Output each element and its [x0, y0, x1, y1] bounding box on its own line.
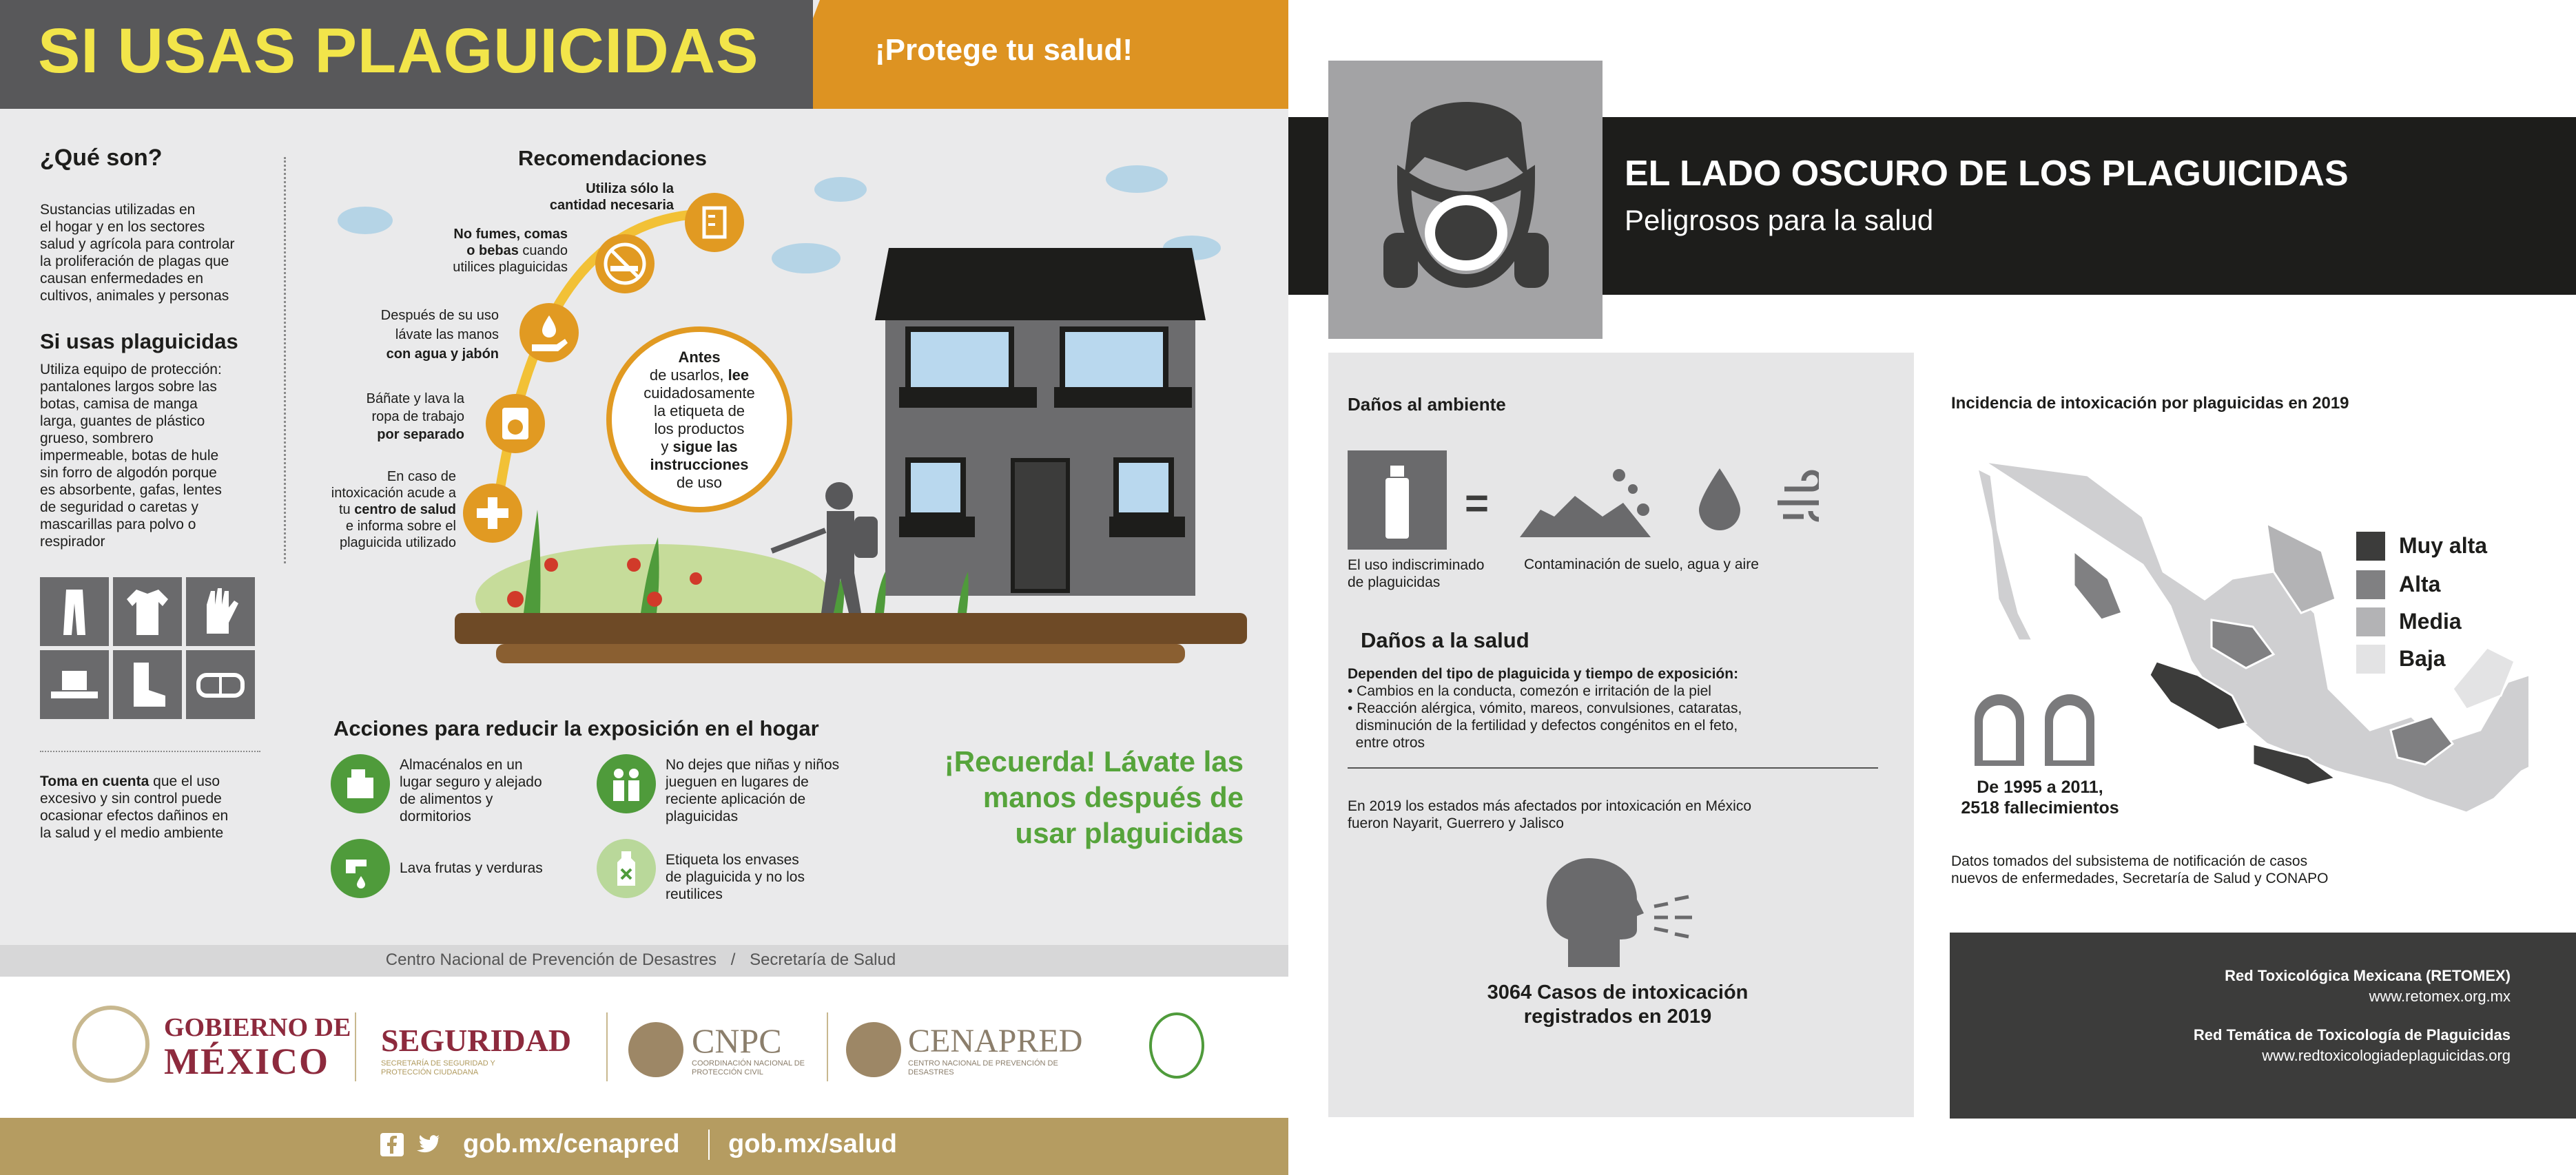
- retomex-name: Red Toxicológica Mexicana (RETOMEX): [2225, 967, 2511, 984]
- text-line: cultivos, animales y personas: [40, 288, 229, 304]
- text-line: de usarlos,: [649, 366, 728, 384]
- recomendaciones-heading: Recomendaciones: [518, 146, 707, 170]
- text-line: excesivo y sin control puede: [40, 791, 222, 807]
- accion-3: [400, 860, 579, 877]
- coughing-person-icon: [1541, 851, 1699, 968]
- que-son-heading: ¿Qué son?: [40, 145, 163, 171]
- text-line: entre otros: [1348, 735, 1425, 751]
- text-line: jueguen en lugares de: [666, 774, 809, 790]
- text-line: y: [661, 438, 673, 455]
- text-line: Datos tomados del subsistema de notificación de casos: [1951, 853, 2308, 869]
- equals-sign: =: [1465, 480, 1490, 526]
- text-line: nuevos de enfermedades, Secretaría de Salud y CONAPO: [1951, 871, 2329, 886]
- text-line: El uso indiscriminado: [1348, 557, 1485, 573]
- spray-can-icon: [1348, 450, 1447, 550]
- text-line: disminución de la fertilidad y defectos congénitos en el feto,: [1348, 718, 1738, 734]
- text-line: de seguridad o caretas y: [40, 499, 198, 515]
- mask-illustration-box: [1328, 61, 1603, 339]
- text-line: lugar seguro y alejado: [400, 774, 542, 790]
- gobierno-de-text: GOBIERNO DE: [164, 1013, 351, 1042]
- text-line: No fumes, comas: [453, 227, 568, 242]
- text-line: reciente aplicación de: [666, 791, 806, 807]
- text-line: la proliferación de plagas que: [40, 253, 229, 269]
- text-line: plaguicida utilizado: [339, 535, 456, 550]
- red-tematica-name: Red Temática de Toxicología de Plaguicidas: [2193, 1026, 2511, 1043]
- legend-swatch-media: [2356, 607, 2385, 636]
- text-line: Antes: [678, 349, 721, 366]
- text-line: de alimentos y: [400, 791, 493, 807]
- text-line: • Cambios en la conducta, comezón e irritación de la piel: [1348, 683, 1711, 699]
- text-line: manos después de: [982, 781, 1244, 813]
- gloves-icon: [186, 577, 255, 646]
- boots-icon: [113, 650, 182, 719]
- text-line: lee: [728, 366, 750, 384]
- hat-icon: [40, 650, 109, 719]
- right-title: EL LADO OSCURO DE LOS PLAGUICIDAS: [1625, 154, 2349, 194]
- logo-divider: [355, 1012, 356, 1081]
- text-line: No dejes que niñas y niños: [666, 757, 840, 773]
- cnpc-emblem: [628, 1022, 683, 1077]
- logo-divider: [827, 1012, 828, 1081]
- text-line: Utiliza equipo de protección:: [40, 362, 222, 377]
- text-line: con agua y jabón: [386, 346, 499, 362]
- text-line: tu: [338, 502, 355, 517]
- goggles-icon: [186, 650, 255, 719]
- tombstones-icon: [1970, 692, 2101, 767]
- cenapred-logo: CENAPRED: [908, 1023, 1083, 1059]
- text-line: sigue las: [672, 438, 738, 455]
- text-line: de uso: [676, 474, 723, 491]
- text-line: botas, camisa de manga: [40, 396, 198, 412]
- text-line: intoxicación acude a: [331, 486, 456, 501]
- faucet-icon: [331, 839, 390, 898]
- credit-salud: Secretaría de Salud: [750, 950, 896, 969]
- divider: [40, 751, 260, 752]
- text-line: Etiqueta los envases: [666, 852, 799, 868]
- twitter-icon[interactable]: [416, 1133, 441, 1156]
- page-subtitle: ¡Protege tu salud!: [875, 33, 1133, 67]
- text-line: plaguicidas: [666, 809, 739, 824]
- text-line: reutilices: [666, 886, 723, 902]
- text-line: causan enfermedades en: [40, 271, 203, 287]
- text-line: los productos: [654, 420, 745, 437]
- contaminacion-caption: Contaminación de suelo, agua y aire: [1524, 557, 1759, 572]
- footer-link-salud[interactable]: gob.mx/salud: [728, 1130, 897, 1158]
- red-tematica-link[interactable]: www.redtoxicologiadeplaguicidas.org: [2262, 1047, 2511, 1064]
- pants-icon: [40, 577, 109, 646]
- recommendation-1: [482, 180, 674, 214]
- casos-intoxicacion: [1459, 981, 1776, 1029]
- facebook-icon[interactable]: [380, 1133, 404, 1156]
- text-line: grueso, sombrero: [40, 430, 154, 446]
- text-line: mascarillas para polvo o: [40, 517, 196, 532]
- footer-divider: [708, 1130, 710, 1160]
- spacer: [1970, 1007, 2511, 1025]
- credit-separator: /: [730, 950, 736, 969]
- text-line: registrados en 2019: [1523, 1006, 1712, 1028]
- estados-afectados-text: [1348, 798, 1751, 832]
- red-toxicologia-logo: [1149, 1012, 1204, 1079]
- text-line: instrucciones: [650, 456, 749, 473]
- incidencia-heading: Incidencia de intoxicación por plaguicidas en 2019: [1951, 394, 2349, 413]
- legend-label: Alta: [2399, 572, 2441, 596]
- text-line: centro de salud: [354, 502, 456, 517]
- text-line: fueron Nayarit, Guerrero y Jalisco: [1348, 815, 1564, 831]
- text-line: ocasionar efectos dañinos en: [40, 808, 229, 824]
- datos-source: [1951, 853, 2328, 887]
- house-garden-illustration: [448, 241, 1247, 675]
- pollution-icons: [1516, 455, 1819, 544]
- legend-swatch-muy-alta: [2356, 532, 2385, 561]
- text-line: respirador: [40, 534, 105, 550]
- text-line: e informa sobre el: [345, 519, 456, 534]
- seguridad-logo: SEGURIDAD: [381, 1023, 572, 1058]
- text-line: sin forro de algodón porque: [40, 465, 217, 481]
- text-line: ¡Recuerda! Lávate las: [944, 745, 1244, 778]
- si-usas-heading: Si usas plaguicidas: [40, 329, 238, 353]
- acciones-heading: Acciones para reducir la exposición en el hogar: [333, 716, 819, 740]
- seguridad-subtitle: SECRETARÍA DE SEGURIDAD Y PROTECCIÓN CIUDADANA: [381, 1059, 495, 1077]
- text-line: 3064 Casos de intoxicación: [1487, 981, 1749, 1004]
- legend-label: Media: [2399, 609, 2462, 634]
- cnpc-subtitle: COORDINACIÓN NACIONAL DE PROTECCIÓN CIVIL: [692, 1059, 805, 1077]
- text-line: utilices plaguicidas: [453, 260, 568, 275]
- text-line: de plaguicida y no los: [666, 869, 805, 885]
- accion-2: [666, 756, 886, 825]
- text-line: Sustancias utilizadas en: [40, 202, 196, 218]
- text-line: Lava frutas y verduras: [400, 860, 543, 876]
- uso-indiscriminado-caption: [1348, 557, 1484, 591]
- contacts-text: [1970, 966, 2511, 1066]
- text-line: 2518 fallecimientos: [1961, 798, 2119, 818]
- text-line: el hogar y en los sectores: [40, 219, 205, 235]
- text-line: lávate las manos: [395, 327, 499, 342]
- health-effects-list: [1348, 665, 1899, 751]
- text-line: Después de su uso: [380, 308, 499, 323]
- text-line: De 1995 a 2011,: [1977, 778, 2103, 797]
- text-line: Utiliza sólo la: [586, 181, 674, 196]
- text-line: que el uso: [149, 773, 220, 789]
- text-line: dormitorios: [400, 809, 471, 824]
- danos-salud-heading: Daños a la salud: [1361, 628, 1529, 652]
- text-line: de plaguicidas: [1348, 574, 1441, 590]
- text-line: Dependen del tipo de plaguicida y tiempo de exposición:: [1348, 666, 1739, 682]
- credit-cenapred: Centro Nacional de Prevención de Desastres: [385, 950, 717, 969]
- text-line: ropa de trabajo: [371, 409, 464, 424]
- divider: [1348, 767, 1878, 769]
- recommendation-5: [276, 468, 456, 551]
- text-line: usar plaguicidas: [1015, 817, 1244, 849]
- national-seal-logo: [72, 1006, 150, 1083]
- accion-1: [400, 756, 579, 825]
- cenapred-emblem: [846, 1022, 901, 1077]
- text-line: cuando: [518, 243, 568, 258]
- text-line: pantalones largos sobre las: [40, 379, 217, 395]
- text-line: Almacénalos en un: [400, 757, 523, 773]
- text-line: Báñate y lava la: [366, 391, 464, 406]
- fallecimientos-text: [1954, 777, 2126, 818]
- text-line: la salud y el medio ambiente: [40, 825, 224, 841]
- right-subtitle: Peligrosos para la salud: [1625, 204, 1934, 236]
- mexico-text: MÉXICO: [164, 1041, 329, 1082]
- children-icon: [597, 754, 656, 813]
- text-line: cuidadosamente: [643, 384, 755, 402]
- recuerda-message: [882, 744, 1244, 851]
- accion-4: [666, 851, 886, 903]
- text-line: es absorbente, gafas, lentes: [40, 482, 222, 498]
- text-line: larga, guantes de plástico: [40, 413, 205, 429]
- text-line: impermeable, botas de hule: [40, 448, 219, 464]
- text-line: En caso de: [387, 469, 456, 484]
- text-line: por separado: [377, 427, 464, 442]
- recommendation-4: [282, 390, 464, 444]
- toma-en-cuenta-bold: Toma en cuenta: [40, 773, 150, 789]
- danos-ambiente-heading: Daños al ambiente: [1348, 394, 1506, 415]
- cenapred-subtitle: CENTRO NACIONAL DE PREVENCIÓN DE DESASTRES: [908, 1059, 1058, 1077]
- storage-box-icon: [331, 754, 390, 813]
- cnpc-logo: CNPC: [692, 1021, 782, 1060]
- text-line: salud y agrícola para controlar: [40, 236, 235, 252]
- que-son-text: [40, 201, 267, 304]
- text-line: o bebas: [466, 243, 519, 258]
- logo-divider: [606, 1012, 608, 1081]
- page-title: SI USAS PLAGUICIDAS: [38, 16, 759, 86]
- toma-en-cuenta-text: [40, 773, 274, 842]
- si-usas-text: [40, 361, 274, 550]
- credits-line: [0, 950, 1281, 970]
- retomex-link[interactable]: www.retomex.org.mx: [2369, 988, 2511, 1005]
- text-line: cantidad necesaria: [549, 198, 674, 213]
- text-line: la etiqueta de: [653, 402, 745, 419]
- footer-link-cenapred[interactable]: gob.mx/cenapred: [463, 1130, 680, 1158]
- legend-label: Baja: [2399, 646, 2446, 671]
- text-line: • Reacción alérgica, vómito, mareos, convulsiones, cataratas,: [1348, 700, 1742, 716]
- legend-swatch-alta: [2356, 570, 2385, 599]
- pesticide-bottle-icon: [597, 839, 656, 898]
- legend-swatch-baja: [2356, 645, 2385, 674]
- text-line: En 2019 los estados más afectados por intoxicación en México: [1348, 798, 1752, 814]
- shirt-icon: [113, 577, 182, 646]
- gas-mask-icon: [1328, 61, 1603, 339]
- legend-label: Muy alta: [2399, 533, 2488, 558]
